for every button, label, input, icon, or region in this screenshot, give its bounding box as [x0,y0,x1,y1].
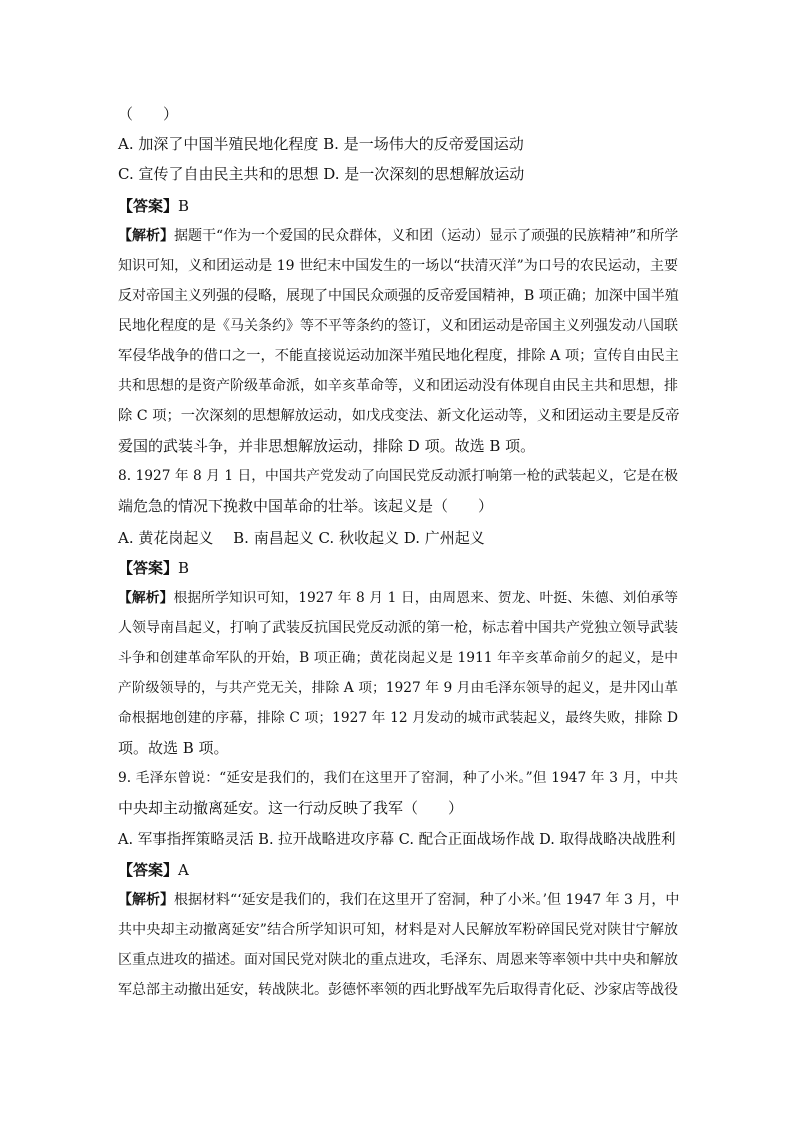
q9-stem-line: 中央却主动撤离延安。这一行动反映了我军（ ） [118,799,464,817]
q9-options-line: A. 军事指挥策略灵活 B. 拉开战略进攻序幕 C. 配合正面战场作战 D. 取得战略决战胜利 [118,832,676,848]
q7-analysis-line: 反对帝国主义列强的侵略，展现了中国民众顽强的反帝爱国精神，B 项正确；加深中国半殖 [118,288,679,304]
q9-analysis-line: 共中央却主动撤离延安”结合所学知识可知，材料是对人民解放军粉碎国民党对陕甘宁解放 [118,922,678,938]
answer-label: 【答案】 [118,861,179,879]
q7-analysis-line: 共和思想的是资产阶级革命派，如辛亥革命等，义和团运动没有体现自由民主共和思想，排 [118,378,678,394]
q7-answer [118,196,678,216]
analysis-label: 【解析】 [118,892,174,908]
analysis-label: 【解析】 [118,590,174,606]
q8-analysis-line: 【解析】根据所学知识可知，1927 年 8 月 1 日，由周恩来、贺龙、叶挺、朱德、刘伯承等 [118,590,678,606]
answer-label: 【答案】 [118,559,179,577]
q7-analysis-line: 爱国的武装斗争，并非思想解放运动，排除 D 项。故选 B 项。 [118,437,536,455]
q8-options-line: A. 黄花岗起义 B. 南昌起义 C. 秋收起义 D. 广州起义 [118,529,485,547]
q7-analysis-line: 【解析】据题干“作为一个爱国的民众群体，义和团（运动）显示了顽强的民族精神”和所学 [118,228,679,244]
analysis-label: 【解析】 [118,228,174,244]
q8-analysis-line: 命根据地创建的序幕，排除 C 项；1927 年 12 月发动的城市武装起义，最终失败，排除 D [118,710,678,726]
q9-analysis-line: 区重点进攻的描述。面对国民党对陕北的重点进攻，毛泽东、周恩来等率领中共中央和解放 [118,952,678,968]
q9-analysis-line: 军总部主动撤出延安，转战陕北。彭德怀率领的西北野战军先后取得青化砭、沙家店等战役 [118,982,678,998]
q7-stem-tail: （ ） [118,105,179,123]
q7-analysis-line: 知识可知，义和团运动是 19 世纪末中国发生的一场以“扶清灭洋”为口号的农民运动，主要 [118,258,678,274]
q8-analysis-line: 斗争和创建革命军队的开始，B 项正确；黄花岗起义是 1911 年辛亥革命前夕的起义，是中 [118,650,678,666]
q7-options-line-2: C. 宣传了自由民主共和的思想 D. 是一次深刻的思想解放运动 [118,165,525,183]
answer-value: A [178,861,189,879]
answer-label: 【答案】 [118,197,179,215]
q7-analysis-line: 民地化程度的是《马关条约》等不平等条约的签订，义和团运动是帝国主义列强发动八国联 [118,318,678,334]
answer-value: B [178,197,190,215]
q9-analysis-line: 【解析】根据材料“‘延安是我们的，我们在这里开了窑洞，种了小米。’但 1947 年 3 月，中 [118,892,680,908]
answer-value: B [178,559,190,577]
q8-stem-line: 8. 1927 年 8 月 1 日，中国共产党发动了向国民党反动派打响第一枪的武装起义，它是在极 [118,468,678,484]
q9-answer [118,860,678,880]
q7-analysis-line: 军侵华战争的借口之一，不能直接说运动加深半殖民地化程度，排除 A 项；宣传自由民主 [118,348,679,364]
q9-stem-line: 9. 毛泽东曾说：“延安是我们的，我们在这里开了窑洞，种了小米。”但 1947 年 3 月，中共 [118,770,678,786]
q7-options-line-1: A. 加深了中国半殖民地化程度 B. 是一场伟大的反帝爱国运动 [118,135,524,153]
q8-analysis-line: 项。故选 B 项。 [118,739,229,757]
q7-analysis-line: 除 C 项；一次深刻的思想解放运动，如戊戌变法、新文化运动等，义和团运动主要是反帝 [118,408,680,424]
q8-analysis-line: 人领导南昌起义，打响了武装反抗国民党反动派的第一枪，标志着中国共产党独立领导武装 [118,620,678,636]
q8-stem-line: 端危急的情况下挽救中国革命的壮举。该起义是（ ） [118,497,494,515]
q8-analysis-line: 产阶级领导的，与共产党无关，排除 A 项；1927 年 9 月由毛泽东领导的起义，是井冈山革 [118,680,678,696]
q8-answer [118,558,678,578]
